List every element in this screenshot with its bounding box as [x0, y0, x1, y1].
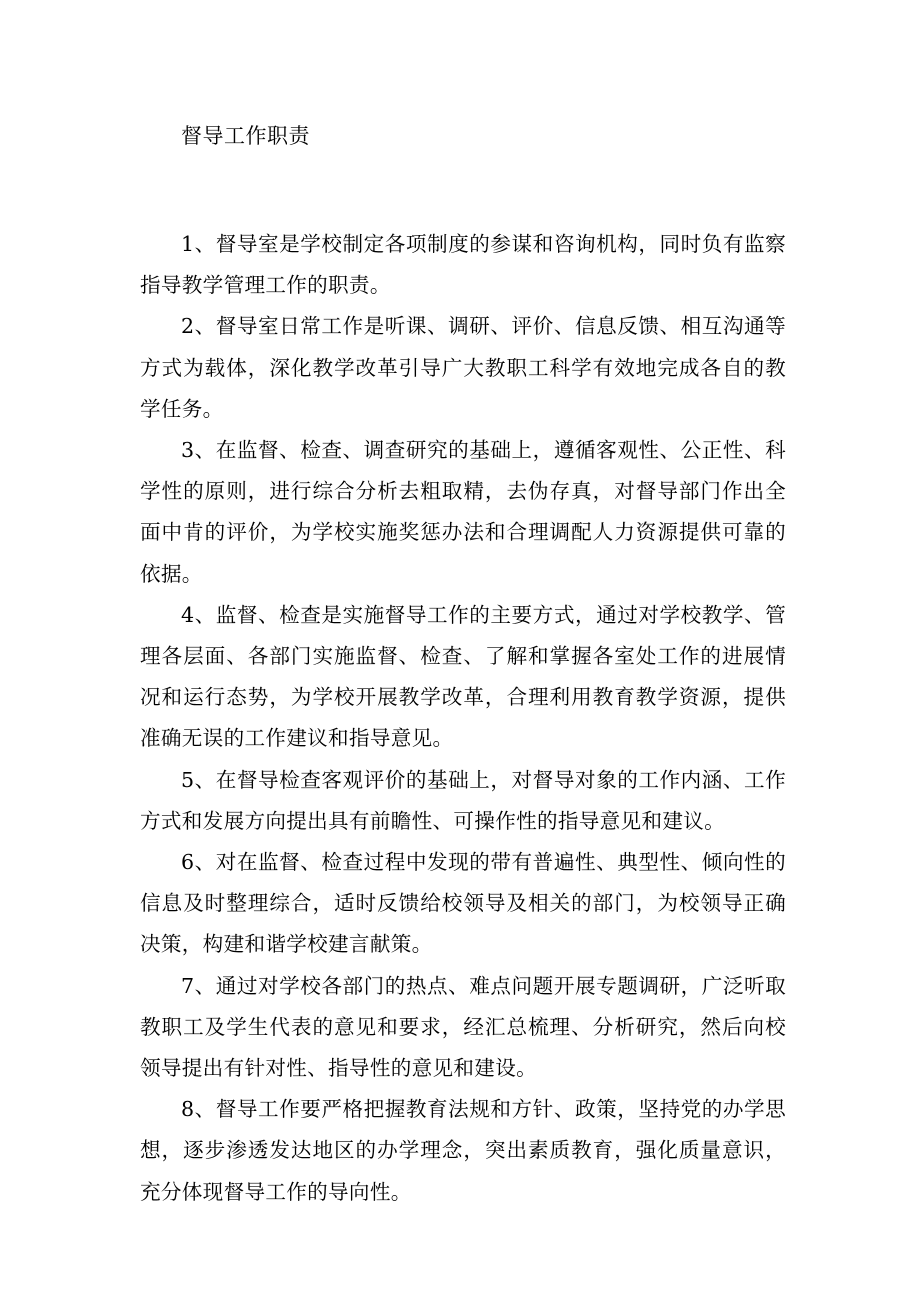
document-title: 督导工作职责: [181, 124, 310, 148]
paragraph-2: 2、督导室日常工作是听课、调研、评价、信息反馈、相互沟通等方式为载体，深化教学改革引导广大教职工科学有效地完成各自的教学任务。: [140, 314, 786, 421]
paragraph-1: 1、督导室是学校制定各项制度的参谋和咨询机构，同时负有监察指导教学管理工作的职责。: [140, 232, 786, 298]
paragraph-5: 5、在督导检查客观评价的基础上，对督导对象的工作内涵、工作方式和发展方向提出具有前瞻性、可操作性的指导意见和建议。: [140, 767, 786, 833]
paragraph-8: 8、督导工作要严格把握教育法规和方针、政策，坚持党的办学思想，逐步渗透发达地区的办学理念，突出素质教育，强化质量意识，充分体现督导工作的导向性。: [140, 1097, 786, 1204]
paragraph-4: 4、监督、检查是实施督导工作的主要方式，通过对学校教学、管理各层面、各部门实施监督、检查、了解和掌握各室处工作的进展情况和运行态势，为学校开展教学改革，合理利用教育教学资源，提供准确无误的工作建议和指导意见。: [140, 602, 786, 751]
paragraph-6: 6、对在监督、检查过程中发现的带有普遍性、典型性、倾向性的信息及时整理综合，适时反馈给校领导及相关的部门，为校领导正确决策，构建和谐学校建言献策。: [140, 850, 786, 957]
paragraph-7: 7、通过对学校各部门的热点、难点问题开展专题调研，广泛听取教职工及学生代表的意见和要求，经汇总梳理、分析研究，然后向校领导提出有针对性、指导性的意见和建设。: [140, 973, 786, 1081]
document-body: [140, 224, 786, 1213]
paragraph-3: 3、在监督、检查、调查研究的基础上，遵循客观性、公正性、科学性的原则，进行综合分析去粗取精，去伪存真，对督导部门作出全面中肯的评价，为学校实施奖惩办法和合理调配人力资源提供可靠的依据。: [140, 438, 786, 586]
